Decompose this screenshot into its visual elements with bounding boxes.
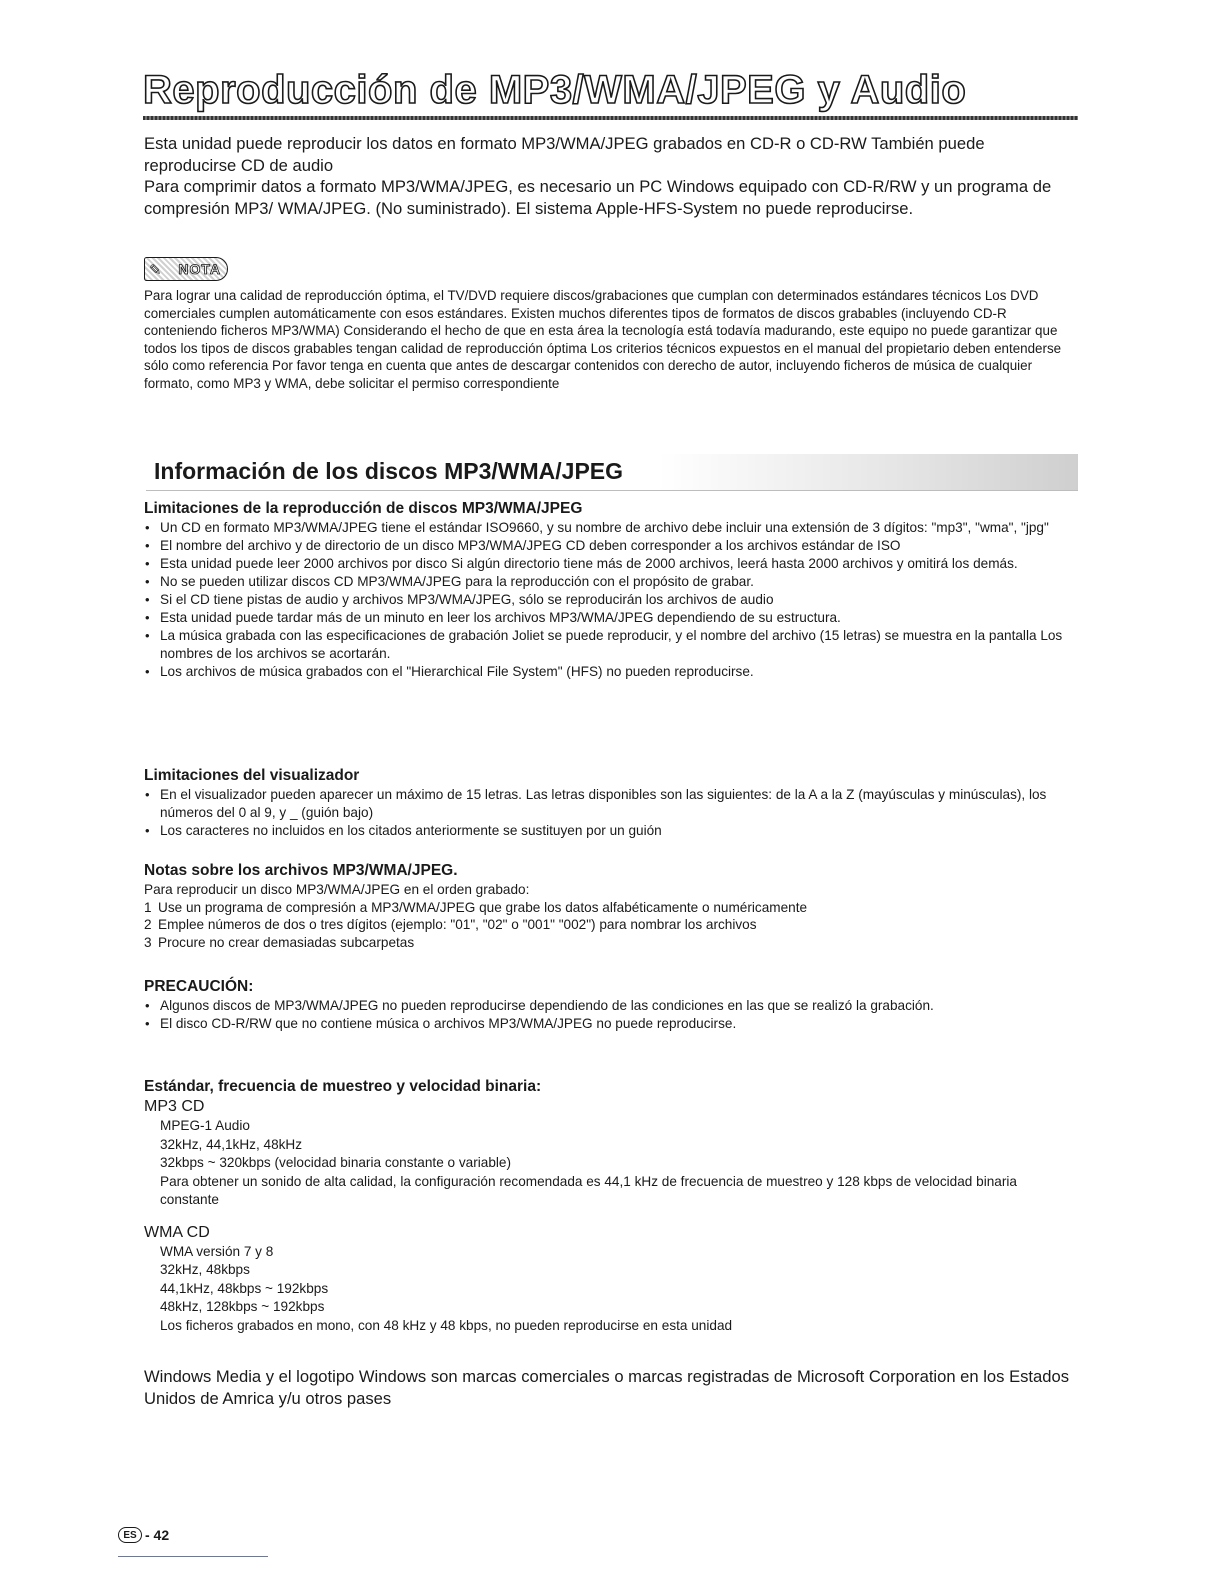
page-title: Reproducción de MP3/WMA/JPEG y Audio <box>143 68 967 112</box>
footer-rule <box>118 1556 268 1557</box>
section-heading-bar <box>146 454 1078 491</box>
spec-line: 32kbps ~ 320kbps (velocidad binaria constante o variable) <box>160 1155 512 1170</box>
spec-line: 44,1kHz, 48kbps ~ 192kbps <box>160 1280 329 1296</box>
spec-line: Para obtener un sonido de alta calidad, la configuración recomendada es 44,1 kHz de frecuencia de muestreo y 128 kbps de velocidad binaria constante <box>160 1173 1017 1207</box>
list-item: • Algunos discos de MP3/WMA/JPEG no pueden reproducirse dependiendo de las condiciones en las que se realizó la grabación. <box>144 997 1079 1015</box>
playback-limitations-heading: Limitaciones de la reproducción de discos MP3/WMA/JPEG <box>144 500 583 517</box>
precaution-block <box>144 977 1079 1033</box>
file-notes-heading: Notas sobre los archivos MP3/WMA/JPEG. <box>144 862 458 879</box>
list-item: • Los caracteres no incluidos en los citados anteriormente se sustituyen por un guión <box>144 822 1079 840</box>
precaution-list <box>144 997 1079 1033</box>
precaution-heading: PRECAUCIÓN: <box>144 978 254 995</box>
page-number: - 42 <box>145 1527 170 1543</box>
list-item: • No se pueden utilizar discos CD MP3/WMA/JPEG para la reproducción con el propósito de grabar. <box>144 573 1079 591</box>
nota-text: Para lograr una calidad de reproducción óptima, el TV/DVD requiere discos/grabaciones que cumplan con determinados estándares técnicos Los DVD comerciales cumplen automáticamente con esos estándares. Existen muchos diferentes tipos de formatos de discos grabables (incluyendo CD-R conteniendo ficheros MP3/WMA) Considerando el hecho de que en esta área la tecnología está todavía madurando, este equipo no puede garantizar que todos los tipos de discos grabables tengan calidad de reproducción óptima Los criterios técnicos expuestos en el manual del propietario deben entenderse sólo como referencia Por favor tenga en cuenta que antes de descargar contenidos con derecho de autor, incluyendo ficheros de música de cualquier formato, como MP3 y WMA, debe solicitar el permiso correspondiente <box>144 288 1062 391</box>
list-item: • Un CD en formato MP3/WMA/JPEG tiene el estándar ISO9660, y su nombre de archivo debe incluir una extensión de 3 dígitos: "mp3", "wma", "jpg" <box>144 519 1079 537</box>
nota-badge <box>144 257 228 281</box>
pencil-icon: ✎ <box>149 262 162 279</box>
nota-label: NOTA <box>178 261 221 277</box>
language-badge: ES <box>118 1527 142 1543</box>
list-item: • Los archivos de música grabados con el "Hierarchical File System" (HFS) no pueden reproducirse. <box>144 663 1079 681</box>
playback-limitations-list <box>144 519 1079 681</box>
title-underline <box>143 116 1078 120</box>
wma-cd-title: WMA CD <box>144 1223 210 1241</box>
display-limitations-heading: Limitaciones del visualizador <box>144 767 360 784</box>
list-item: • Esta unidad puede tardar más de un minuto en leer los archivos MP3/WMA/JPEG dependiendo de su estructura. <box>144 609 1079 627</box>
list-item: • En el visualizador pueden aparecer un máximo de 15 letras. Las letras disponibles son las siguientes: de la A a la Z (mayúsculas y minúsculas), los números del 0 al 9, y _ (guión bajo) <box>144 786 1079 822</box>
list-item: 3 Procure no crear demasiadas subcarpetas <box>144 934 415 950</box>
standard-block <box>144 1077 1079 1335</box>
intro-paragraph-2: Para comprimir datos a formato MP3/WMA/JPEG, es necesario un PC Windows equipado con CD-R/RW y un programa de compresión MP3/ WMA/JPEG. (No suministrado). El sistema Apple-HFS-System no puede reproducirse. <box>144 177 1052 218</box>
list-item: • Esta unidad puede leer 2000 archivos por disco Si algún directorio tiene más de 2000 archivos, leerá hasta 2000 archivos y omitirá los demás. <box>144 555 1079 573</box>
list-item: 2 Emplee números de dos o tres dígitos (ejemplo: "01", "02" o "001" "002") para nombrar los archivos <box>144 917 757 932</box>
list-item: • El disco CD-R/RW que no contiene música o archivos MP3/WMA/JPEG no puede reproducirse. <box>144 1015 1079 1033</box>
playback-limitations-block <box>144 499 1079 681</box>
intro-paragraph-1: Esta unidad puede reproducir los datos en formato MP3/WMA/JPEG grabados en CD-R o CD-RW También puede reproducirse CD de audio <box>144 134 985 175</box>
spec-line: Los ficheros grabados en mono, con 48 kHz y 48 kbps, no pueden reproducirse en esta unidad <box>160 1317 733 1333</box>
file-notes-intro: Para reproducir un disco MP3/WMA/JPEG en el orden grabado: <box>144 882 530 897</box>
display-limitations-list <box>144 786 1079 840</box>
mp3-cd-title: MP3 CD <box>144 1098 205 1115</box>
spec-line: 48kHz, 128kbps ~ 192kbps <box>160 1299 325 1314</box>
spec-line: 32kHz, 44,1kHz, 48kHz <box>160 1136 303 1152</box>
spec-line: 32kHz, 48kbps <box>160 1262 250 1277</box>
section-heading: Información de los discos MP3/WMA/JPEG <box>154 458 624 484</box>
file-notes-block <box>144 861 1079 951</box>
spec-line: MPEG-1 Audio <box>160 1118 250 1133</box>
list-item: 1 Use un programa de compresión a MP3/WMA/JPEG que grabe los datos alfabéticamente o numéricamente <box>144 899 808 915</box>
trademark-notice: Windows Media y el logotipo Windows son marcas comerciales o marcas registradas de Microsoft Corporation en los Estados Unidos de Amrica y/u otros pases <box>144 1367 1070 1408</box>
wma-cd-specs <box>144 1243 1079 1336</box>
mp3-cd-specs <box>144 1117 1079 1210</box>
display-limitations-block <box>144 766 1079 840</box>
list-item: • El nombre del archivo y de directorio de un disco MP3/WMA/JPEG CD deben corresponder a los archivos estándar de ISO <box>144 537 1079 555</box>
list-item: • Si el CD tiene pistas de audio y archivos MP3/WMA/JPEG, sólo se reproducirán los archivos de audio <box>144 591 1079 609</box>
list-item: • La música grabada con las especificaciones de grabación Joliet se puede reproducir, y el nombre del archivo (15 letras) se muestra en la pantalla Los nombres de los archivos se acortarán. <box>144 627 1079 663</box>
standard-heading: Estándar, frecuencia de muestreo y velocidad binaria: <box>144 1078 542 1095</box>
file-notes-steps <box>144 899 1079 952</box>
page-footer <box>118 1527 169 1543</box>
intro-text <box>144 133 1079 219</box>
spec-line: WMA versión 7 y 8 <box>160 1243 274 1259</box>
